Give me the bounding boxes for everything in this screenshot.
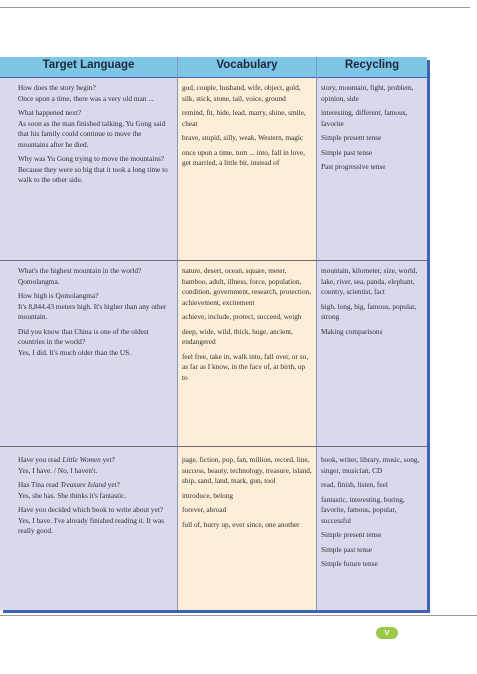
column-divider: [316, 57, 317, 610]
recycling-item: Simple present tense: [321, 530, 382, 539]
vocab-item: once upon a time, turn ... into, fall in love, get married, a little bit, instead of: [182, 147, 306, 167]
vocab-item: god, couple, husband, wife, object, gold, silk, stick, stone, tail, voice, ground: [182, 83, 301, 103]
header-recycling: Recycling: [317, 57, 427, 78]
target-item: How does the story begin? Once upon a time, there was a very old man ...: [18, 83, 154, 103]
vocab-item: nature, desert, ocean, square, meter, bamboo, adult, illness, force, population, condition, government, research, protection, achievement, excitement: [182, 266, 312, 307]
header-target-language: Target Language: [0, 57, 177, 78]
recycling-item: high, long, big, famous, popular, strong: [321, 301, 417, 321]
vocab-item: page, fiction, pop, fan, million, record, line, success, beauty, technology, treasure, island, ship, sand, land, mark, gun, tool: [182, 455, 312, 485]
row-divider: [0, 446, 427, 447]
row-3-target: [18, 455, 173, 541]
row-3-recycling: [321, 455, 425, 574]
recycling-item: story, mountain, fight, problem, opinion, side: [321, 83, 414, 103]
row-2-vocabulary: [182, 266, 312, 387]
vocab-item: introduce, belong: [182, 490, 234, 500]
recycling-item: interesting, different, famous, favorite: [321, 108, 408, 128]
header-vocabulary: Vocabulary: [178, 57, 316, 78]
target-item: What happened next? As soon as the man finished talking, Yu Gong said that his family could continue to move the mountains after he died.: [18, 108, 166, 149]
recycling-item: Simple present tense: [321, 133, 382, 142]
recycling-item: Simple past tense: [321, 147, 373, 157]
recycling-item: read, finish, listen, feel: [321, 480, 388, 489]
page-number-badge: V: [376, 627, 398, 639]
book-title-little-women: Little Women: [62, 455, 101, 464]
recycling-item: Simple past tense: [321, 544, 373, 554]
column-divider: [177, 57, 178, 610]
row-3-vocabulary: [182, 455, 312, 534]
target-item: What's the highest mountain in the world? Qomolangma.: [18, 266, 142, 286]
vocab-item: remind, fit, hide, lead, marry, shine, smile, cheat: [182, 108, 306, 128]
recycling-item: Simple future tense: [321, 559, 378, 568]
recycling-item: book, writer, library, music, song, singer, musician, CD: [321, 455, 420, 475]
row-divider: [0, 260, 427, 261]
row-1-vocabulary: [182, 83, 312, 173]
vocab-item: forever, abroad: [182, 505, 227, 514]
recycling-item: Past progressive tense: [321, 162, 386, 171]
target-item: Have you read Little Women yet? Yes, I have. / No, I haven't.: [18, 455, 115, 475]
top-rule: [0, 7, 470, 8]
vocab-item: feel free, take in, walk into, fall over, or so, as far as I know, in the face of, at birth, up to: [182, 351, 309, 382]
target-item: Why was Yu Gong trying to move the mountains? Because they were so big that it took a long time to walk to the other side.: [18, 154, 168, 184]
target-item: How high is Qomolangma? It's 8,844.43 meters high. It's higher than any other mountain.: [18, 291, 167, 321]
row-1-recycling: [321, 83, 425, 177]
target-item: Did you know that China is one of the oldest countries in the world? Yes, I did. It's much older than the US.: [18, 326, 149, 357]
row-2-recycling: [321, 266, 425, 341]
vocab-item: deep, wide, wild, thick, huge, ancient, endangered: [182, 326, 293, 346]
vocab-item: achieve, include, protect, succeed, weigh: [182, 312, 302, 321]
row-1-target: [18, 83, 173, 190]
vocab-item: full of, hurry up, ever since, one another: [182, 519, 300, 529]
target-item: Has Tina read Treasure Island yet? Yes, she has. She thinks it's fantastic.: [18, 480, 127, 500]
recycling-item: Making comparisons: [321, 326, 383, 336]
bottom-rule: [0, 615, 477, 616]
vocab-item: brave, stupid, silly, weak, Western, magic: [182, 133, 304, 142]
row-2-target: [18, 266, 173, 362]
language-table: [0, 57, 427, 610]
target-item: Have you decided which book to write about yet? Yes, I have. I've already finished reading it. It was really good.: [18, 505, 165, 535]
book-title-treasure-island: Treasure Island: [60, 480, 106, 489]
recycling-item: fantastic, interesting, boring, favorite, famous, popular, successful: [321, 494, 405, 525]
recycling-item: mountain, kilometer, size, world, lake, river, sea, panda, elephant, country, scientist, fact: [321, 266, 418, 296]
